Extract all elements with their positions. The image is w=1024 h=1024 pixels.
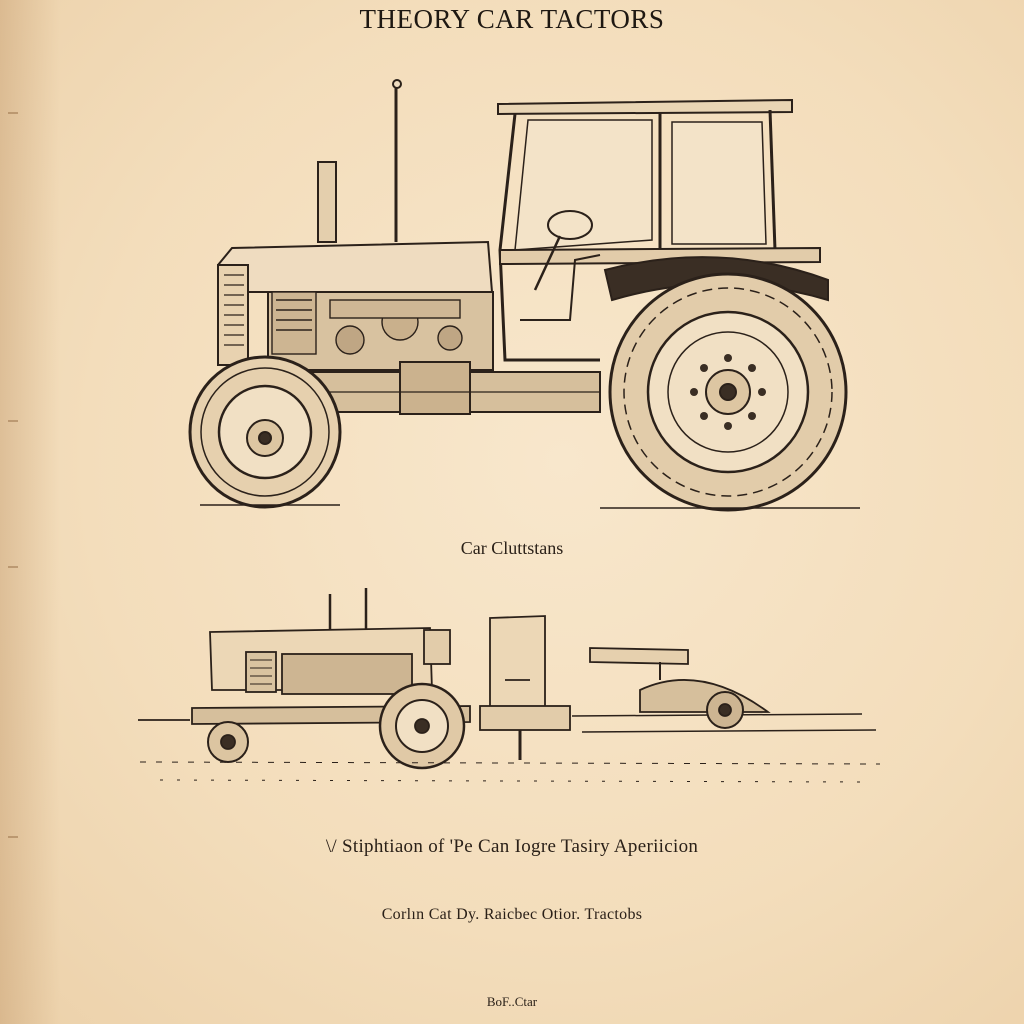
figure-1-caption: Car Cluttstans bbox=[460, 538, 564, 558]
subcaption: Corlın Cat Dy. Raicbec Otior. Tractobs bbox=[381, 906, 643, 923]
page-footer: BoF..Ctar bbox=[486, 994, 538, 1009]
page-title: THEORY CAR TACTORS bbox=[359, 4, 665, 34]
figure-2-caption: \/ Stiphtiaon of 'Pe Can Iogre Tasiry Aperiicion bbox=[325, 836, 699, 857]
